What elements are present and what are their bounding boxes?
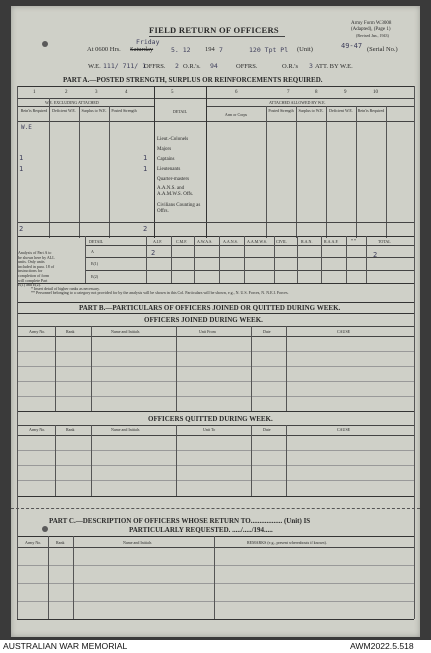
detail-item: Civilians Counting as Offrs. [157, 203, 201, 214]
form-number: Army Form W.3008 [351, 21, 392, 26]
att-label: ATT. BY W.E. [315, 63, 353, 70]
we-label: W.E. [88, 63, 101, 70]
posted-mark: 1 [143, 165, 148, 173]
col-header: Arm or Corps [224, 112, 248, 117]
aif-value: 2 [151, 249, 156, 257]
part-c-col: Name and Initials [123, 540, 152, 545]
analysis-col: A.A.M.W.S. [247, 239, 267, 244]
day-printed: Saturday [130, 46, 154, 53]
col-number: 9 [344, 90, 347, 95]
detail-item: Quarter-masters [157, 177, 190, 182]
time-prefix: At 0600 Hrs. [87, 46, 121, 53]
analysis-col: A.W.A.S. [197, 239, 213, 244]
day-handwritten: Friday [136, 38, 160, 46]
joined-col: Rank [66, 329, 75, 334]
analysis-col: TOTAL [378, 239, 391, 244]
ors-handwritten: 94 [210, 62, 218, 70]
attached-allowed-header: ATTACHED ALLOWED BY W.E. [269, 100, 326, 105]
we-excluding-header: W.E. EXCLUDING ATTACHED [45, 100, 99, 105]
analysis-row: A [91, 249, 94, 254]
col-header: Posted Strength [268, 108, 294, 113]
quitted-col: Rank [66, 427, 75, 432]
ors-label: O.R.'s. [183, 63, 201, 70]
joined-col: CAUSE [337, 329, 351, 334]
joined-col: Date [263, 329, 271, 334]
left-mark: 1 [19, 154, 24, 162]
col-number: 4 [125, 90, 128, 95]
form-title: FIELD RETURN OF OFFICERS [149, 25, 279, 35]
joined-col: Unit From [199, 329, 216, 334]
col-number: 3 [95, 90, 98, 95]
col-number: 2 [65, 90, 68, 95]
part-a-heading: PART A.—POSTED STRENGTH, SURPLUS OR REINFORCEMENTS REQUIRED. [63, 76, 323, 84]
part-c-col: Rank [56, 540, 65, 545]
analysis-note: Analysis of Part A to be shown here by ALL units. Only units included in para. 18 of instructions for completion of form will complete Part E(1) and E(2). [18, 250, 55, 288]
part-c-heading: PART C.—DESCRIPTION OF OFFICERS WHOSE RETURN TO.................. (Unit) IS [49, 517, 311, 525]
archive-footer [0, 640, 431, 653]
col-header: Deficient W.E. [329, 108, 353, 113]
col-number: 10 [373, 90, 378, 95]
quitted-col: Unit To [203, 427, 216, 432]
detail-item: Lieutenants [157, 167, 181, 172]
quitted-title: OFFICERS QUITTED DURING WEEK. [148, 415, 273, 423]
col-header: DETAIL [172, 109, 188, 114]
analysis-col: CIVIL [276, 239, 287, 244]
joined-col: Army No. [29, 329, 46, 334]
att-handwritten: 3 [309, 62, 313, 70]
we-handwritten: 111/ 711/ 1 [103, 62, 147, 70]
quitted-col: Name and Initials [111, 427, 140, 432]
col-number: 8 [315, 90, 318, 95]
col-header: Rein'ts Required [357, 108, 385, 113]
punch-hole [42, 41, 48, 47]
joined-col: Name and Initials [111, 329, 140, 334]
col-number: 7 [287, 90, 290, 95]
col-header: Deficient W.E. [52, 108, 76, 113]
analysis-col: A.A.N.S. [223, 239, 238, 244]
analysis-row: E(1) [91, 261, 99, 266]
offrs-label: OFFRS. [144, 63, 166, 70]
quitted-col: CAUSE [337, 427, 351, 432]
ors2-label: O.R.'s [282, 63, 298, 70]
col-number: 6 [235, 90, 238, 95]
footnote: * Insert detail of higher ranks as necessary. [31, 286, 100, 291]
year-handwritten: 7 [219, 46, 223, 54]
posted-mark: 2 [143, 225, 148, 233]
detail-item: A.A.N.S. and A.A.M.W.S. Offs. [157, 186, 194, 197]
analysis-row: E(2) [91, 274, 99, 279]
offrs-handwritten: 2 [175, 62, 179, 70]
col-header: Posted Strength [111, 108, 137, 113]
form-number-adapted: (Adapted), (Page 1) [351, 27, 391, 32]
form-number-revised: (Revised Jan., 1943) [356, 33, 389, 38]
quitted-col: Date [263, 427, 271, 432]
col-header: Surplus to W.E. [298, 108, 324, 113]
part-c-col: Army No. [25, 540, 42, 545]
unit-label: (Unit) [297, 46, 313, 53]
part-c-heading-2: PARTICULARLY REQUESTED. ...../...../194..... [129, 526, 273, 534]
analysis-col: C.M.F. [176, 239, 188, 244]
punch-hole [42, 526, 48, 532]
analysis-col: DETAIL [89, 239, 104, 244]
analysis-col: A.I.F. [153, 239, 163, 244]
col-header: Rein'ts Required [20, 108, 48, 113]
detail-item: Majors [157, 147, 172, 152]
we-mark: W.E [21, 124, 32, 131]
joined-title: OFFICERS JOINED DURING WEEK. [144, 316, 263, 324]
serial-handwritten: 49-47 [341, 42, 363, 50]
col-number: 5 [171, 90, 174, 95]
archive-id: AWM2022.5.518 [350, 641, 414, 651]
left-mark: 2 [19, 225, 24, 233]
posted-mark: 1 [143, 154, 148, 162]
analysis-col: R.A.A.F. [324, 239, 339, 244]
archive-credit: AUSTRALIAN WAR MEMORIAL [3, 641, 128, 651]
date-handwritten: 5. 12 [171, 46, 191, 54]
detail-item: Captains [157, 157, 175, 162]
col-number: 1 [33, 90, 36, 95]
footnote: ** Personnel belonging to a category not provided for by the analysis will be shown in this Col. Particulars will be shown, e.g., N. U.S. Forces, N. N.E.I. Forces. [31, 290, 289, 295]
analysis-col: R.A.N. [301, 239, 313, 244]
analysis-col: * * [351, 238, 356, 243]
quitted-col: Army No. [29, 427, 46, 432]
year-printed: 194 [205, 46, 215, 53]
serial-label: (Serial No.) [367, 46, 398, 53]
total-value: 2 [373, 251, 378, 259]
part-b-heading: PART B.—PARTICULARS OF OFFICERS JOINED OR QUITTED DURING WEEK. [79, 304, 341, 312]
part-c-col: REMARKS (e.g., present whereabouts if known). [247, 540, 327, 545]
detail-item: Lieut.-Colonels [157, 137, 189, 142]
offrs2-label: OFFRS. [236, 63, 258, 70]
unit-handwritten: 120 Tpt Pl [249, 46, 289, 54]
left-mark: 1 [19, 165, 24, 173]
col-header: Surplus to W.E. [81, 108, 107, 113]
form-page [11, 6, 420, 637]
